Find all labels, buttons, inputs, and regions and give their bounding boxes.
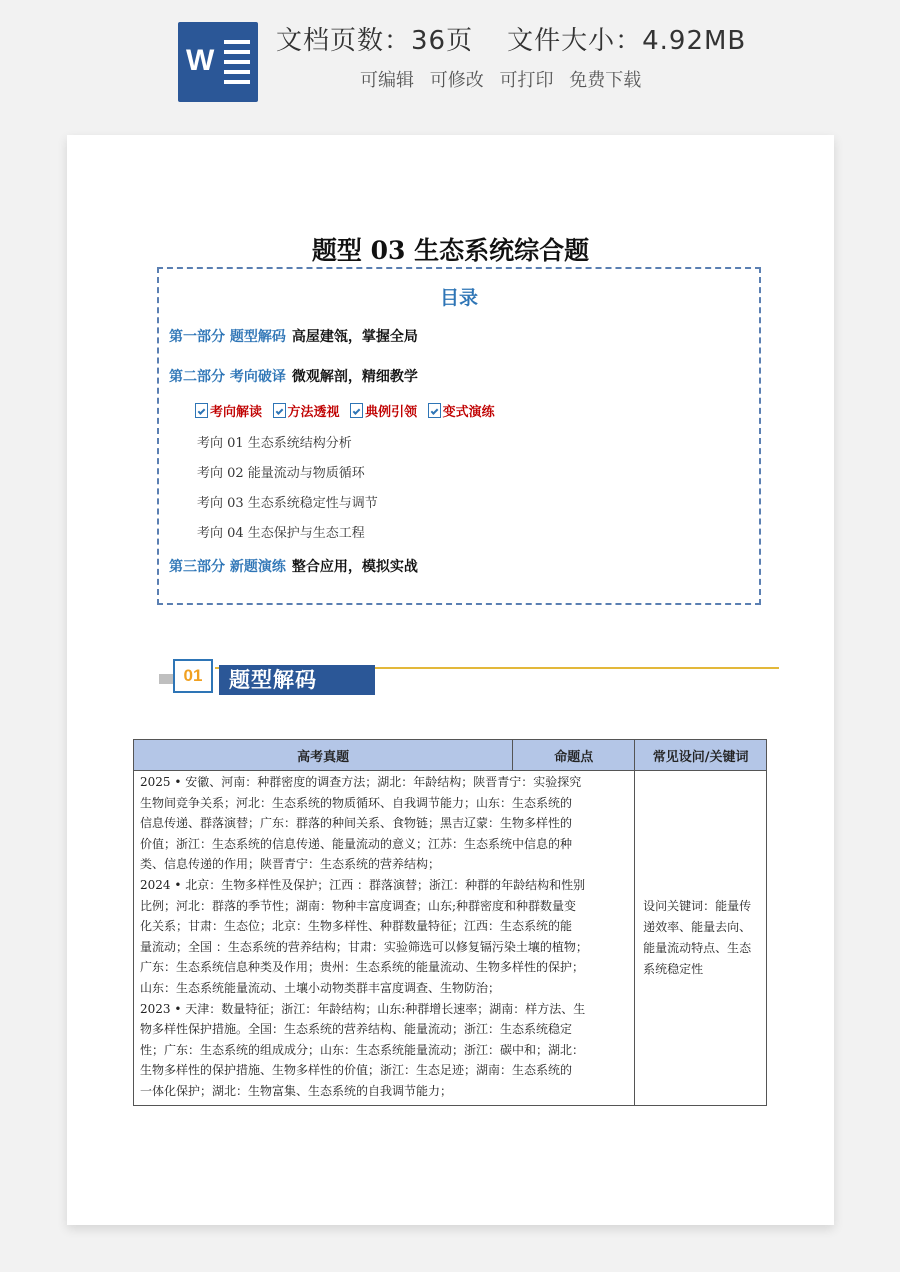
toc-part-label: 第三部分 新题演练 (169, 559, 286, 575)
document-check-icon (428, 403, 441, 418)
document-check-icon (273, 403, 286, 418)
exam-cell (134, 771, 635, 1106)
exam-line: 广东：生态系统信息种类及作用；贵州：生态系统的能量流动、生物多样性的保护； (140, 960, 585, 975)
file-size: 文件大小：4.92MB (507, 26, 747, 56)
file-info (276, 20, 780, 57)
section-title: 题型解码 (219, 665, 375, 695)
feature-list (360, 66, 651, 92)
toc-part-3[interactable] (169, 556, 418, 576)
keyword-line: 设问关键词：能量传 (643, 898, 752, 913)
exam-line: 比例；河北：群落的季节性；湖南：物种丰富度调查；山东;种群密度和种群数量变 (140, 898, 577, 913)
exam-line: 2024 • 北京：生物多样性及保护；江西 ：群落演替；浙江：种群的年龄结构和性别 (140, 877, 586, 892)
feature-modifiable: 可修改 (429, 70, 484, 91)
section-header (159, 657, 779, 697)
exam-line: 2025 • 安徽、河南：种群密度的调查方法；湖北：年龄结构；陕晋青宁：实验探究 (140, 775, 582, 789)
toc-title: 目录 (439, 287, 478, 309)
table-row (134, 771, 767, 1106)
exam-line: 2023 • 天津：数量特征；浙江：年龄结构；山东:种群增长速率；湖南：样方法、生 (140, 1001, 586, 1016)
toc-direction-1[interactable]: 考向 01 生态系统结构分析 (197, 436, 352, 451)
exam-line: 量流动；全国 ：生态系统的营养结构；甘肃：实验筛选可以修复镉污染土壤的植物； (140, 939, 588, 954)
exam-line: 类、信息传递的作用；陕晋青宁：生态系统的营养结构； (140, 857, 441, 872)
keyword-cell (635, 771, 767, 1106)
feature-free-download: 免费下载 (569, 70, 642, 91)
table-header-exam: 高考真题 (134, 740, 513, 771)
toc-part-desc: 整合应用，模拟实战 (291, 559, 418, 575)
toc-part-label: 第一部分 题型解码 (169, 329, 286, 345)
toc-part-1[interactable] (169, 326, 418, 346)
section-number: 01 (173, 659, 213, 693)
keyword-line: 系统稳定性 (643, 961, 704, 976)
exam-line: 生物多样性的保护措施、生物多样性的价值；浙江：生态足迹；湖南：生态系统的 (140, 1063, 573, 1078)
toc-part-desc: 微观解剖，精细教学 (291, 369, 418, 385)
toc-sub-item[interactable]: 方法透视 (273, 405, 340, 420)
exam-table (133, 739, 767, 1106)
exam-line: 山东：生态系统能量流动、土壤小动物类群丰富度调查、生物防治； (140, 980, 501, 995)
page-count: 文档页数：36页 (276, 26, 474, 56)
toc-part-desc: 高屋建瓴，掌握全局 (291, 329, 418, 345)
toc-sub-item[interactable]: 考向解读 (195, 405, 262, 420)
toc-part-2[interactable] (169, 366, 418, 386)
document-title: 题型 03 生态系统综合题 (311, 236, 590, 265)
toc-sub-item[interactable]: 典例引领 (350, 405, 417, 420)
keyword-line: 递效率、能量去向、 (643, 919, 752, 934)
toc-sub-item[interactable]: 变式演练 (428, 405, 495, 420)
feature-editable: 可编辑 (360, 70, 414, 91)
exam-line: 价值；浙江：生态系统的信息传递、能量流动的意义；江苏：生态系统中信息的种 (140, 836, 573, 851)
exam-line: 信息传递、群落演替；广东：群落的种间关系、食物链；黑吉辽蒙：生物多样性的 (140, 816, 573, 831)
toc-direction-3[interactable]: 考向 03 生态系统稳定性与调节 (197, 496, 378, 511)
exam-line: 化关系；甘肃：生态位；北京：生物多样性、种群数量特征；江西：生态系统的能 (140, 919, 573, 934)
toc-direction-2[interactable]: 考向 02 能量流动与物质循环 (197, 466, 365, 481)
word-icon: W (178, 22, 258, 102)
document-page (67, 135, 834, 1225)
feature-printable: 可打印 (499, 70, 554, 91)
toc-sub-items (195, 401, 501, 420)
table-header-keywords: 常见设问/关键词 (635, 740, 767, 771)
download-banner (0, 0, 900, 112)
document-check-icon (350, 403, 363, 418)
exam-line: 物多样性保护措施。全国：生态系统的营养结构、能量流动；浙江：生态系统稳定 (140, 1022, 573, 1037)
table-of-contents (157, 267, 761, 605)
table-header-row (134, 740, 767, 771)
toc-part-label: 第二部分 考向破译 (169, 369, 286, 385)
document-check-icon (195, 403, 208, 418)
exam-line: 性；广东：生态系统的组成成分；山东：生态系统能量流动；浙江：碳中和；湖北： (140, 1042, 585, 1057)
table-header-point: 命题点 (513, 740, 635, 771)
keyword-line: 能量流动特点、生态 (643, 940, 752, 955)
exam-line: 一体化保护；湖北：生物富集、生态系统的自我调节能力； (140, 1083, 453, 1098)
exam-line: 生物间竞争关系；河北：生态系统的物质循环、自我调节能力；山东：生态系统的 (140, 795, 573, 810)
toc-direction-4[interactable]: 考向 04 生态保护与生态工程 (197, 526, 365, 541)
